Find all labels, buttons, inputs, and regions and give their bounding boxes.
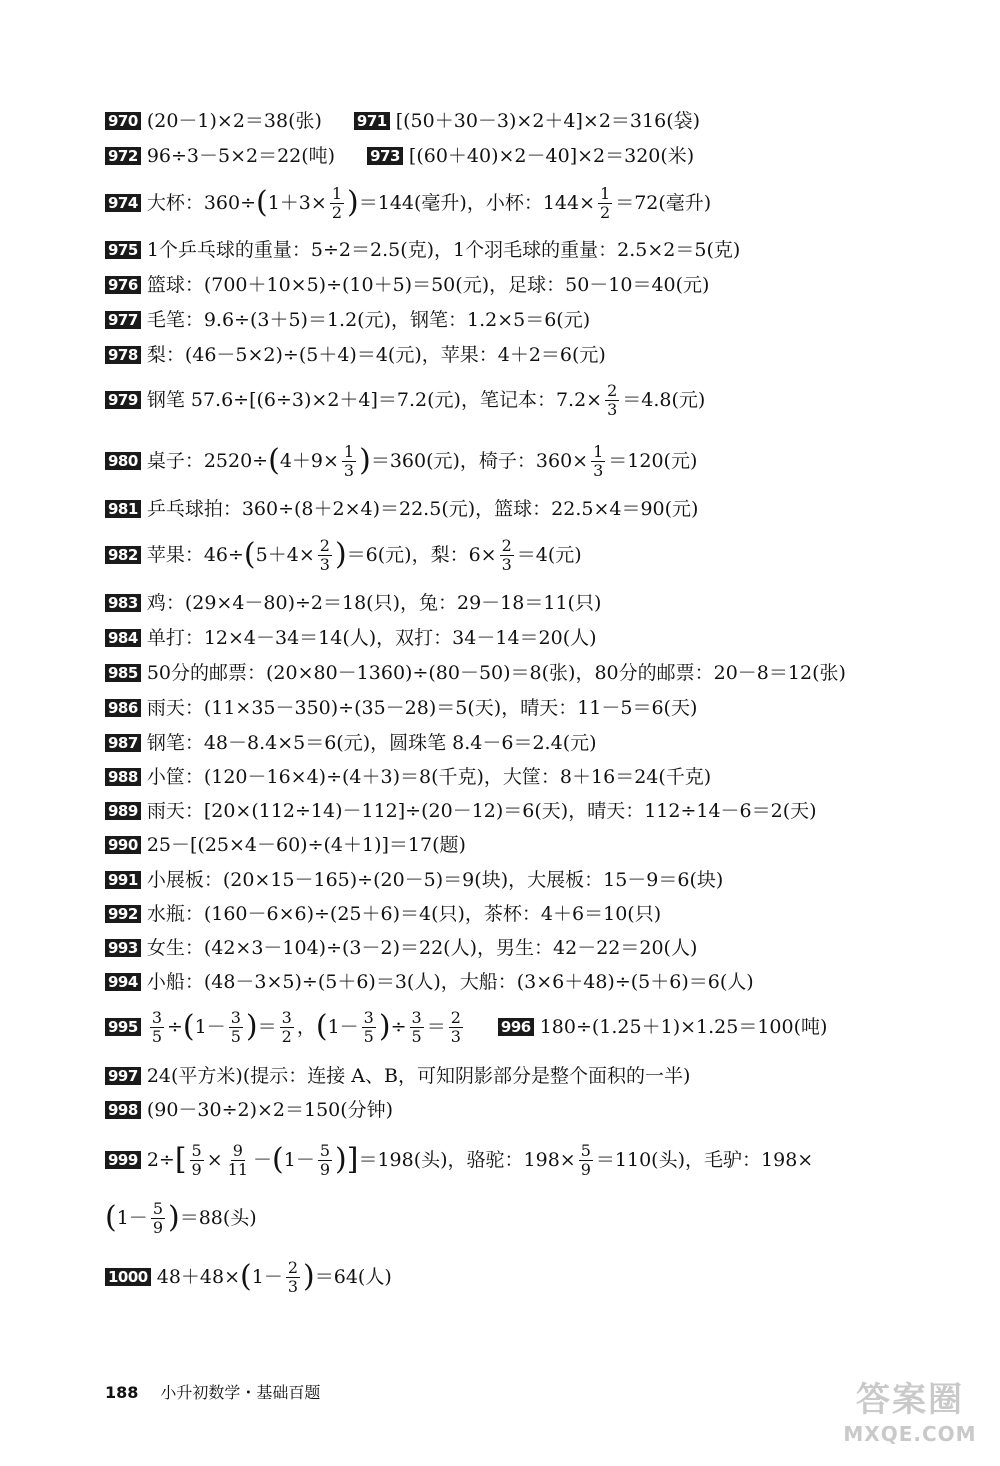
- answer-text: ＝72(毫升): [615, 192, 712, 214]
- fraction: $\frac{2}{3}$: [287, 1257, 299, 1296]
- answer-line-983: [105, 589, 960, 616]
- answer-text: ÷: [167, 1016, 183, 1038]
- answer-line-1000: 1000 48＋48×(1－ $\frac{2}{3}$ )＝64(人): [105, 1254, 960, 1298]
- book-title: 小升初数学・基础百题: [160, 1383, 321, 1402]
- answer-text: 水瓶：(160－6×6)÷(25＋6)＝4(只)，茶杯：4＋6＝10(只): [146, 903, 662, 925]
- answer-text: ＝6(元)，梨：6×: [346, 544, 497, 566]
- fraction: $\frac{2}{3}$: [607, 380, 618, 419]
- answer-line-990: [105, 831, 960, 858]
- problem-number-badge: 989: [105, 802, 141, 820]
- answer-text: (90－30÷2)×2＝150(分钟): [146, 1099, 394, 1121]
- problem-number-badge: 995: [105, 1018, 141, 1036]
- answer-text: 5＋4×: [255, 544, 315, 566]
- answer-text: 钢笔 57.6÷[(6÷3)×2＋4]＝7.2(元)，笔记本：7.2×: [146, 389, 603, 411]
- answer-text: 4＋9×: [279, 450, 339, 472]
- watermark-text: 答案圈: [856, 1380, 964, 1420]
- answer-text: ＝64(人): [314, 1266, 392, 1288]
- problem-number-badge: 998: [105, 1101, 141, 1119]
- problem-number-badge: 985: [105, 664, 141, 682]
- answer-text: ÷: [390, 1016, 407, 1038]
- answer-text: 2÷: [146, 1149, 175, 1171]
- answer-text: 篮球：(700＋10×5)÷(10＋5)＝50(元)，足球：50－10＝40(元): [146, 274, 710, 296]
- problem-number-badge: 990: [105, 836, 141, 854]
- answer-text: ＝4(元): [516, 544, 582, 566]
- answer-line-978: [105, 341, 960, 368]
- answer-text: ＝4.8(元): [622, 389, 706, 411]
- answer-line-998: [105, 1096, 960, 1123]
- answer-text: 梨：(46－5×2)÷(5＋4)＝4(元)，苹果：4＋2＝6(元): [146, 344, 606, 366]
- answer-text: ＝198(头)，骆驼：198×: [358, 1149, 576, 1171]
- answer-text: 50分的邮票：(20×80－1360)÷(80－50)＝8(张)，80分的邮票：20－8＝12(张): [146, 662, 846, 684]
- answer-text: 单打：12×4－34＝14(人)，双打：34－14＝20(人): [146, 627, 597, 649]
- problem-number-badge: 999: [105, 1151, 141, 1169]
- fraction: $\frac{2}{3}$: [501, 535, 512, 574]
- fraction: $\frac{1}{2}$: [331, 183, 343, 222]
- fraction: $\frac{3}{5}$: [151, 1007, 162, 1046]
- problem-number-badge: 983: [105, 594, 141, 612]
- answer-text: 小船：(48－3×5)÷(5＋6)＝3(人)，大船：(3×6＋48)÷(5＋6)＝6(人): [146, 971, 754, 993]
- answer-text: [(50＋30－3)×2＋4]×2＝316(袋): [395, 110, 701, 132]
- answer-line-980: 980 桌子：2520÷(4＋9× $\frac{1}{3}$ )＝360(元)，椅子：360× $\frac{1}{3}$ ＝120(元): [105, 440, 960, 480]
- answer-text: 桌子：2520÷: [146, 450, 269, 472]
- fraction: $\frac{5}{9}$: [152, 1198, 163, 1237]
- fraction: $\frac{3}{2}$: [281, 1007, 292, 1046]
- problem-number-badge: 970: [105, 112, 141, 130]
- answer-line-992: [105, 900, 960, 927]
- answer-text: 毛笔：9.6÷(3＋5)＝1.2(元)，钢笔：1.2×5＝6(元): [146, 309, 591, 331]
- answer-line-999: 999 2÷[ $\frac{5}{9}$ × $\frac{9}{11}$ －(1－ $\frac{5}{9}$ )]＝198(头)，骆驼：198× $\frac{5}{9}$ ＝110(头)，毛驴：198×: [105, 1137, 960, 1181]
- answer-line-984: [105, 624, 960, 651]
- answer-line-989: [105, 797, 960, 824]
- answer-line-988: [105, 763, 960, 790]
- fraction: $\frac{5}{9}$: [580, 1140, 591, 1179]
- answer-text: 24(平方米)(提示：连接 A、B，可知阴影部分是整个面积的一半): [146, 1065, 691, 1087]
- problem-number-badge: 971: [354, 112, 390, 130]
- answer-line-987: [105, 729, 960, 756]
- answer-text: ＝120(元): [608, 450, 698, 472]
- problem-number-badge: 987: [105, 734, 141, 752]
- answer-line-970: [105, 107, 960, 134]
- answer-line-994: [105, 968, 960, 995]
- answer-line-986: [105, 694, 960, 721]
- answer-text: 1－: [194, 1016, 226, 1038]
- answer-text: 96÷3－5×2＝22(吨): [146, 145, 336, 167]
- fraction: $\frac{1}{3}$: [593, 441, 604, 480]
- answer-line-975: [105, 236, 960, 263]
- problem-number-badge: 982: [105, 546, 141, 564]
- problem-number-badge: 1000: [105, 1268, 151, 1286]
- problem-number-badge: 997: [105, 1067, 141, 1085]
- problem-number-badge: 993: [105, 939, 141, 957]
- answer-text: 1－: [327, 1016, 359, 1038]
- answer-text: ＝88(头): [179, 1207, 257, 1229]
- problem-number-badge: 981: [105, 500, 141, 518]
- answer-text: 1个乒乓球的重量：5÷2＝2.5(克)，1个羽毛球的重量：2.5×2＝5(克): [146, 239, 741, 261]
- answer-text: ＝144(毫升)，小杯：144×: [358, 192, 596, 214]
- problem-number-badge: 986: [105, 699, 141, 717]
- problem-number-badge: 980: [105, 452, 141, 470]
- answer-text: ＝110(头)，毛驴：198×: [595, 1149, 814, 1171]
- problem-number-badge: 984: [105, 629, 141, 647]
- answer-text: 25－[(25×4－60)÷(4＋1)]＝17(题): [146, 834, 466, 856]
- fraction: $\frac{2}{3}$: [319, 535, 330, 574]
- answer-line-995: 995 $\frac{3}{5}$ ÷(1－ $\frac{3}{5}$ )＝ $\frac{3}{2}$ ，(1－ $\frac{3}{5}$ )÷ $\frac{3}{5}$ ＝ $\frac{2}{3}$ 996 180÷(1.25＋1)×1.25＝100(吨): [105, 1006, 960, 1046]
- answer-text: (20－1)×2＝38(张): [146, 110, 322, 132]
- fraction: $\frac{1}{2}$: [600, 183, 611, 222]
- answer-text: 1－: [251, 1266, 283, 1288]
- answer-text: －: [253, 1149, 273, 1171]
- problem-number-badge: 996: [498, 1018, 534, 1036]
- fraction: $\frac{2}{3}$: [450, 1007, 461, 1046]
- problem-number-badge: 978: [105, 346, 141, 364]
- fraction: $\frac{5}{9}$: [319, 1140, 331, 1179]
- answer-text: ＝: [257, 1016, 277, 1038]
- page-number: 188: [105, 1383, 139, 1402]
- watermark-url: MXQE.COM: [843, 1422, 977, 1446]
- problem-number-badge: 972: [105, 147, 141, 165]
- fraction: $\frac{1}{3}$: [343, 441, 355, 480]
- answer-line-972: [105, 142, 960, 169]
- answer-text: 小筐：(120－16×4)÷(4＋3)＝8(千克)，大筐：8＋16＝24(千克): [146, 766, 712, 788]
- watermark-logo: [840, 1378, 980, 1458]
- problem-number-badge: 979: [105, 391, 141, 409]
- answer-text: ＝: [426, 1016, 446, 1038]
- problem-number-badge: 994: [105, 973, 141, 991]
- answer-text: 大杯：360÷: [146, 192, 256, 214]
- answer-text: 1＋3×: [267, 192, 327, 214]
- answer-text: 雨天：(11×35－350)÷(35－28)＝5(天)，晴天：11－5＝6(天): [146, 697, 698, 719]
- fraction: $\frac{3}{5}$: [230, 1007, 241, 1046]
- fraction: $\frac{9}{11}$: [227, 1140, 249, 1179]
- answer-text: 180÷(1.25＋1)×1.25＝100(吨): [539, 1016, 828, 1038]
- answer-text: 女生：(42×3－104)÷(3－2)＝22(人)，男生：42－22＝20(人): [146, 937, 698, 959]
- answer-line-977: [105, 306, 960, 333]
- page-footer: [105, 1380, 320, 1403]
- problem-number-badge: 973: [367, 147, 403, 165]
- answer-line-974: 974 大杯：360÷(1＋3× $\frac{1}{2}$ )＝144(毫升)，小杯：144× $\frac{1}{2}$ ＝72(毫升): [105, 182, 960, 222]
- answer-text: [(60＋40)×2－40]×2＝320(米): [408, 145, 695, 167]
- problem-number-badge: 976: [105, 276, 141, 294]
- answer-text: 乒乓球拍：360÷(8＋2×4)＝22.5(元)，篮球：22.5×4＝90(元): [146, 498, 699, 520]
- answer-text: 苹果：46÷: [146, 544, 244, 566]
- answer-line-985: [105, 659, 960, 686]
- answer-text: ，: [296, 1016, 316, 1038]
- answer-line-991: [105, 866, 960, 893]
- answer-text: 1－: [116, 1207, 148, 1229]
- answer-line-982: 982 苹果：46÷(5＋4× $\frac{2}{3}$ )＝6(元)，梨：6× $\frac{2}{3}$ ＝4(元): [105, 534, 960, 574]
- answer-line-993: [105, 934, 960, 961]
- answer-text: ＝360(元)，椅子：360×: [370, 450, 589, 472]
- answer-text: 鸡：(29×4－80)÷2＝18(只)，兔：29－18＝11(只): [146, 592, 602, 614]
- answer-text: ×: [206, 1149, 223, 1171]
- problem-number-badge: 977: [105, 311, 141, 329]
- answer-line-997: [105, 1062, 960, 1089]
- answer-text: 钢笔：48－8.4×5＝6(元)，圆珠笔 8.4－6＝2.4(元): [146, 732, 597, 754]
- problem-number-badge: 988: [105, 768, 141, 786]
- answer-text: 雨天：[20×(112÷14)－112]÷(20－12)＝6(天)，晴天：112÷14－6＝2(天): [146, 800, 817, 822]
- answer-text: 小展板：(20×15－165)÷(20－5)＝9(块)，大展板：15－9＝6(块): [146, 869, 724, 891]
- answer-text: 1－: [283, 1149, 315, 1171]
- problem-number-badge: 991: [105, 871, 141, 889]
- problem-number-badge: 974: [105, 194, 141, 212]
- answer-line-999-continued: (1－ $\frac{5}{9}$ )＝88(头): [105, 1198, 257, 1237]
- problem-number-badge: 992: [105, 905, 141, 923]
- fraction: $\frac{3}{5}$: [363, 1007, 374, 1046]
- fraction: $\frac{5}{9}$: [191, 1140, 202, 1179]
- answer-text: 48＋48×: [156, 1266, 241, 1288]
- fraction: $\frac{3}{5}$: [411, 1007, 422, 1046]
- answer-line-976: [105, 271, 960, 298]
- answer-line-981: [105, 495, 960, 522]
- answer-line-979: [105, 379, 960, 419]
- problem-number-badge: 975: [105, 241, 141, 259]
